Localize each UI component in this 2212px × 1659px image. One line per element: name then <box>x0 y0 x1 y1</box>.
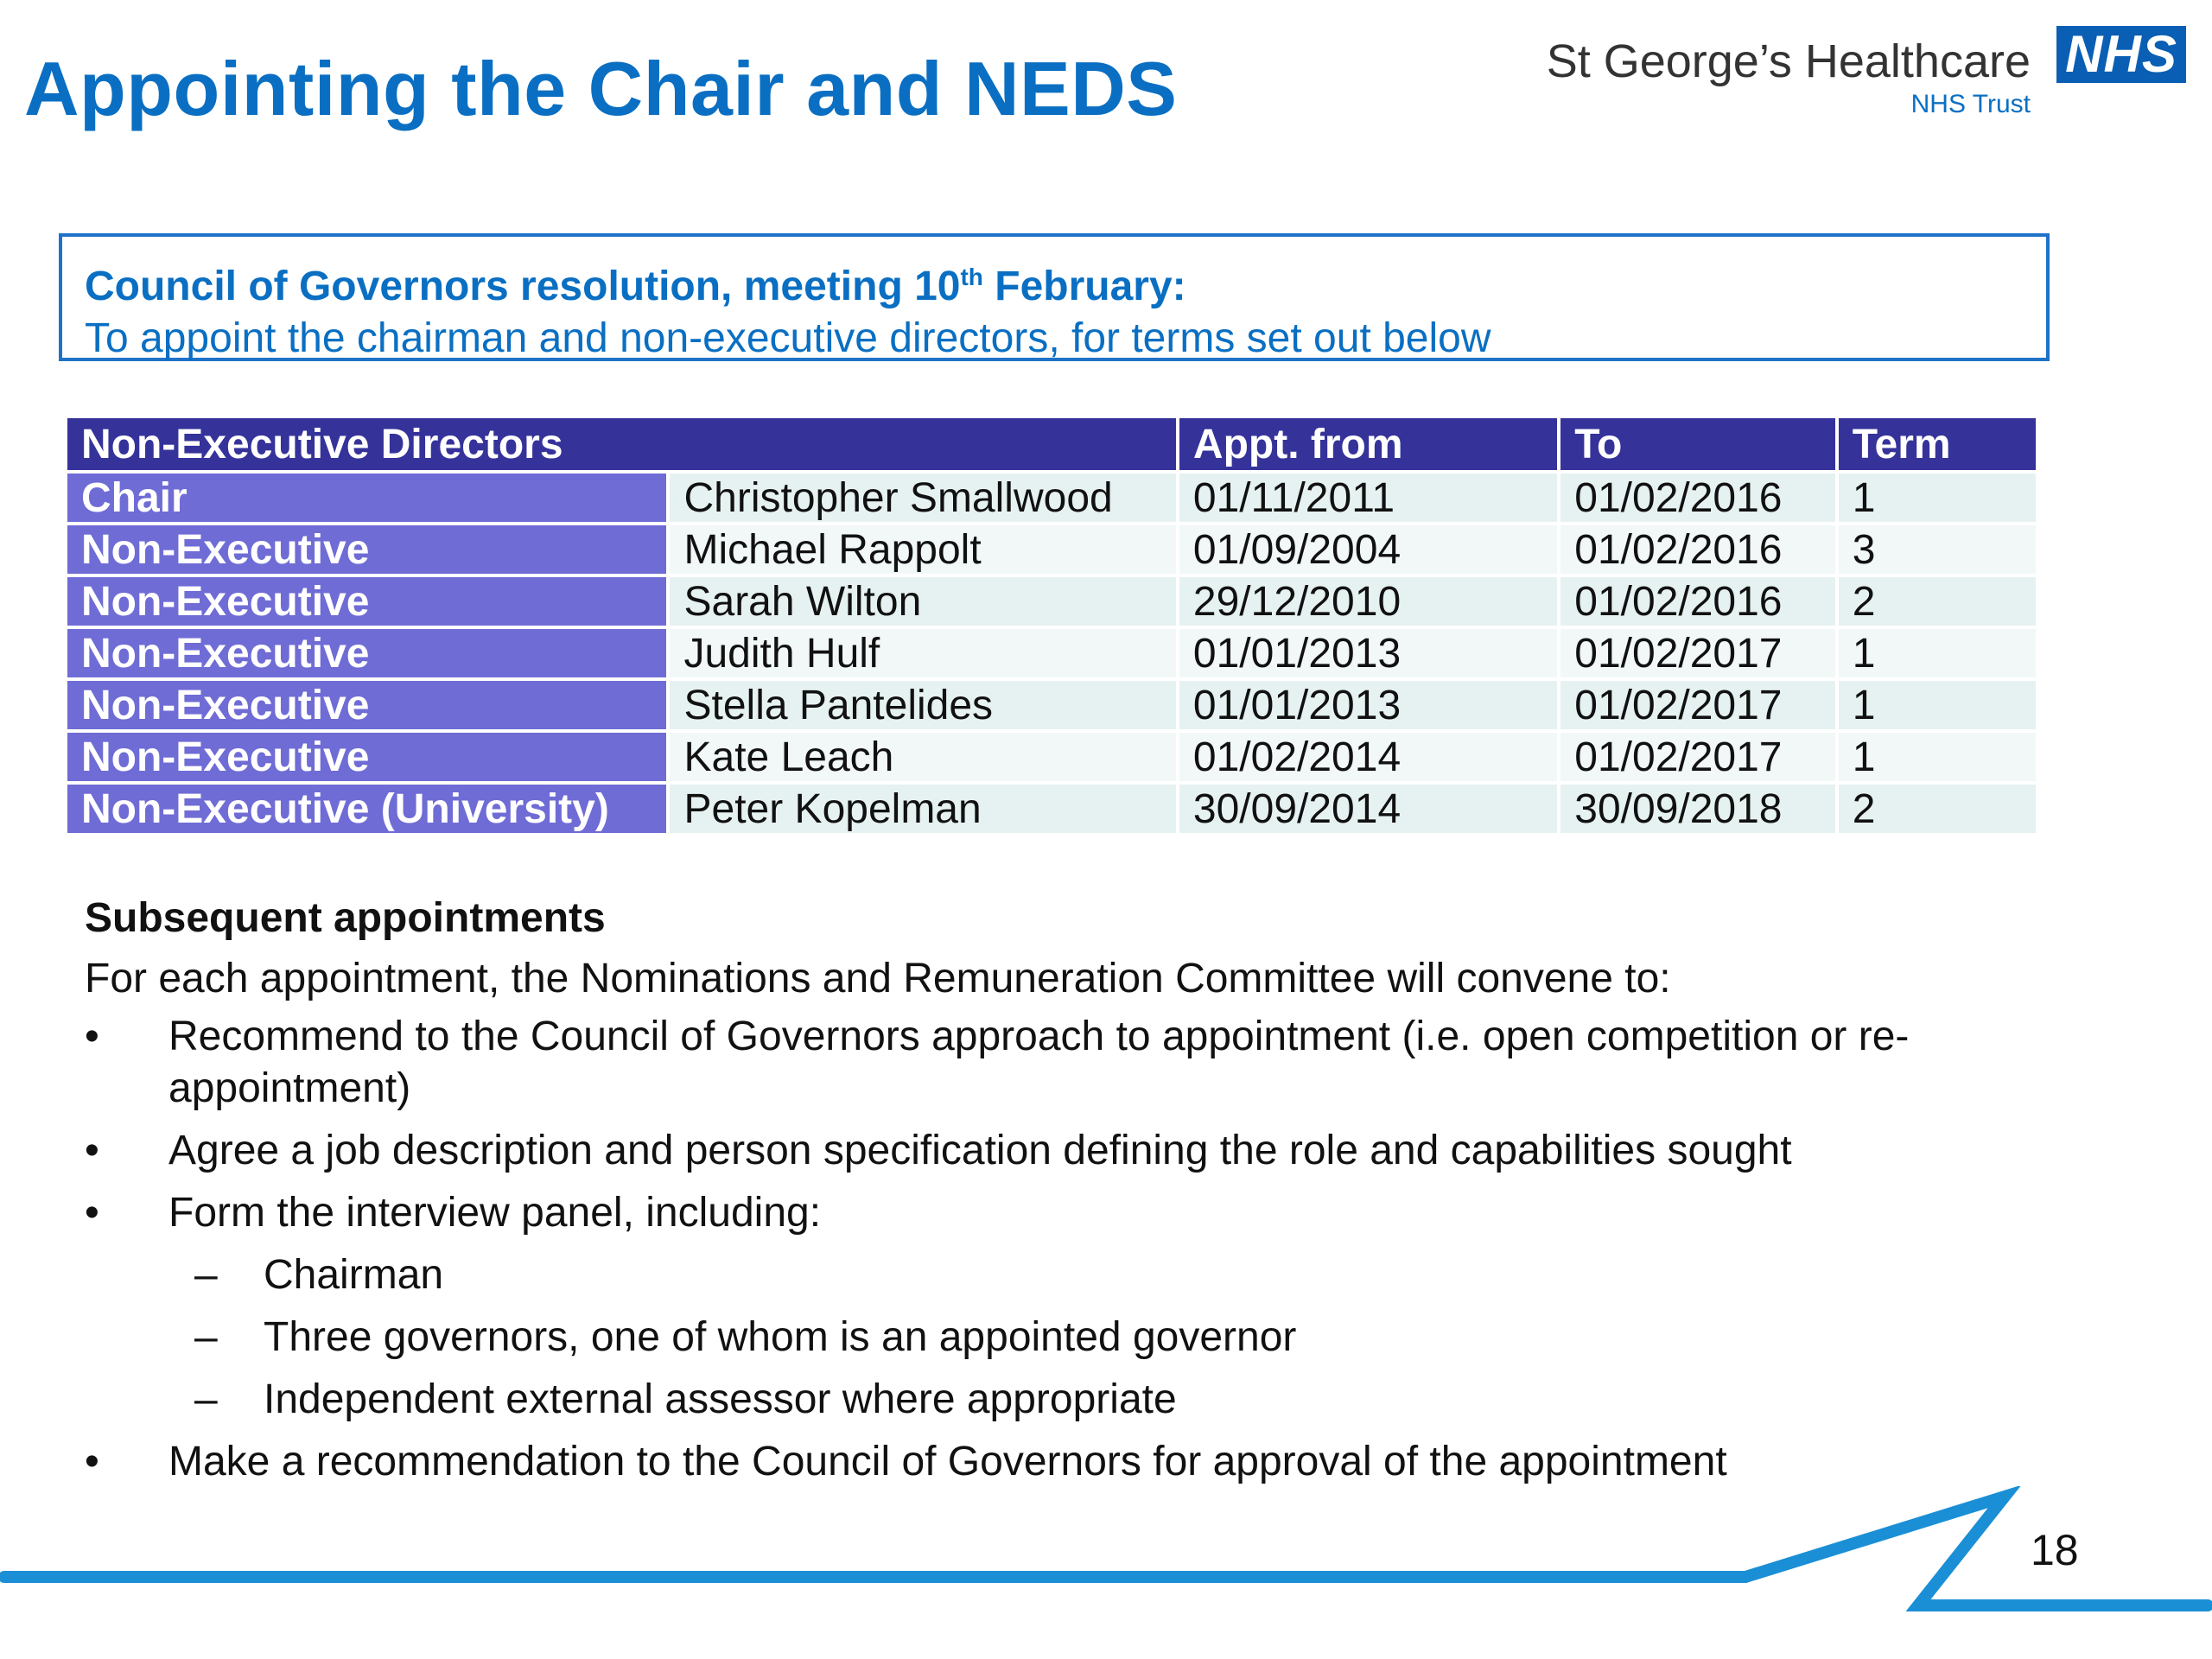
term-cell: 2 <box>1839 785 2036 833</box>
to-cell: 30/09/2018 <box>1560 785 1835 833</box>
footer-swoosh <box>0 1486 2212 1659</box>
resolution-box <box>59 233 2050 361</box>
list-item <box>78 1011 1979 1115</box>
list-item-text: Make a recommendation to the Council of Governors for approval of the appointment <box>168 1439 1727 1484</box>
sub-list-item <box>78 1249 1979 1301</box>
page-number: 18 <box>2031 1526 2079 1574</box>
header-directors: Non-Executive Directors <box>67 418 1176 470</box>
table-row <box>67 785 2036 833</box>
role-cell: Non-Executive <box>67 577 666 626</box>
term-cell: 2 <box>1839 577 2036 626</box>
to-cell: 01/02/2016 <box>1560 474 1835 522</box>
table-row <box>67 629 2036 677</box>
resolution-title-post: February: <box>982 264 1186 309</box>
directors-table <box>64 415 2039 836</box>
to-cell: 01/02/2017 <box>1560 681 1835 729</box>
header-term: Term <box>1839 418 2036 470</box>
subsequent-intro: For each appointment, the Nominations and Remuneration Committee will convene to: <box>85 956 1671 1001</box>
bullet-icon: • <box>85 1128 99 1173</box>
name-cell: Peter Kopelman <box>670 785 1175 833</box>
to-cell: 01/02/2017 <box>1560 733 1835 781</box>
term-cell: 1 <box>1839 733 2036 781</box>
term-cell: 1 <box>1839 474 2036 522</box>
from-cell: 01/01/2013 <box>1179 629 1557 677</box>
from-cell: 01/02/2014 <box>1179 733 1557 781</box>
sub-list-item <box>78 1374 1979 1426</box>
table-header-row <box>67 418 2036 470</box>
name-cell: Judith Hulf <box>670 629 1175 677</box>
bullet-icon: • <box>85 1439 99 1484</box>
role-cell: Chair <box>67 474 666 522</box>
list-item-text: Recommend to the Council of Governors approach to appointment (i.e. open competition or re-appointment) <box>168 1014 1910 1111</box>
logo-organisation-name: St George’s Healthcare <box>1546 35 2031 87</box>
dash-icon: – <box>194 1376 218 1422</box>
table-row <box>67 525 2036 574</box>
table-row <box>67 577 2036 626</box>
sub-list-item <box>78 1312 1979 1363</box>
to-cell: 01/02/2016 <box>1560 525 1835 574</box>
dash-icon: – <box>194 1252 218 1298</box>
role-cell: Non-Executive <box>67 733 666 781</box>
name-cell: Kate Leach <box>670 733 1175 781</box>
page-title: Appointing the Chair and NEDS <box>24 46 1178 131</box>
role-cell: Non-Executive (University) <box>67 785 666 833</box>
to-cell: 01/02/2017 <box>1560 629 1835 677</box>
from-cell: 30/09/2014 <box>1179 785 1557 833</box>
role-cell: Non-Executive <box>67 681 666 729</box>
nhs-trust-logo <box>1546 25 2195 130</box>
list-item <box>78 1436 1979 1488</box>
from-cell: 01/01/2013 <box>1179 681 1557 729</box>
term-cell: 3 <box>1839 525 2036 574</box>
list-item-text: Agree a job description and person specification defining the role and capabilities sought <box>168 1128 1792 1173</box>
logo-subtitle: NHS Trust <box>1910 90 2031 118</box>
table-row <box>67 474 2036 522</box>
subsequent-list <box>78 1011 1979 1498</box>
list-item <box>78 1125 1979 1177</box>
sub-list-item-text: Three governors, one of whom is an appointed governor <box>264 1314 1297 1360</box>
name-cell: Christopher Smallwood <box>670 474 1175 522</box>
bullet-icon: • <box>85 1190 99 1236</box>
name-cell: Michael Rappolt <box>670 525 1175 574</box>
to-cell: 01/02/2016 <box>1560 577 1835 626</box>
sub-list-item-text: Chairman <box>264 1252 444 1298</box>
header-appt-from: Appt. from <box>1179 418 1557 470</box>
dash-icon: – <box>194 1314 218 1360</box>
resolution-title <box>85 251 2024 314</box>
term-cell: 1 <box>1839 629 2036 677</box>
nhs-badge: NHS <box>2056 26 2186 83</box>
resolution-title-pre: Council of Governors resolution, meeting 10 <box>85 264 961 309</box>
resolution-title-sup: th <box>960 264 983 290</box>
from-cell: 01/09/2004 <box>1179 525 1557 574</box>
role-cell: Non-Executive <box>67 525 666 574</box>
subsequent-heading: Subsequent appointments <box>85 895 606 941</box>
name-cell: Sarah Wilton <box>670 577 1175 626</box>
table-row <box>67 733 2036 781</box>
sub-list-item-text: Independent external assessor where appropriate <box>264 1376 1177 1422</box>
table-row <box>67 681 2036 729</box>
list-item-text: Form the interview panel, including: <box>168 1190 822 1236</box>
role-cell: Non-Executive <box>67 629 666 677</box>
term-cell: 1 <box>1839 681 2036 729</box>
header-to: To <box>1560 418 1835 470</box>
name-cell: Stella Pantelides <box>670 681 1175 729</box>
list-item <box>78 1187 1979 1239</box>
resolution-body: To appoint the chairman and non-executive directors, for terms set out below <box>85 315 1491 361</box>
bullet-icon: • <box>85 1014 99 1059</box>
from-cell: 29/12/2010 <box>1179 577 1557 626</box>
from-cell: 01/11/2011 <box>1179 474 1557 522</box>
